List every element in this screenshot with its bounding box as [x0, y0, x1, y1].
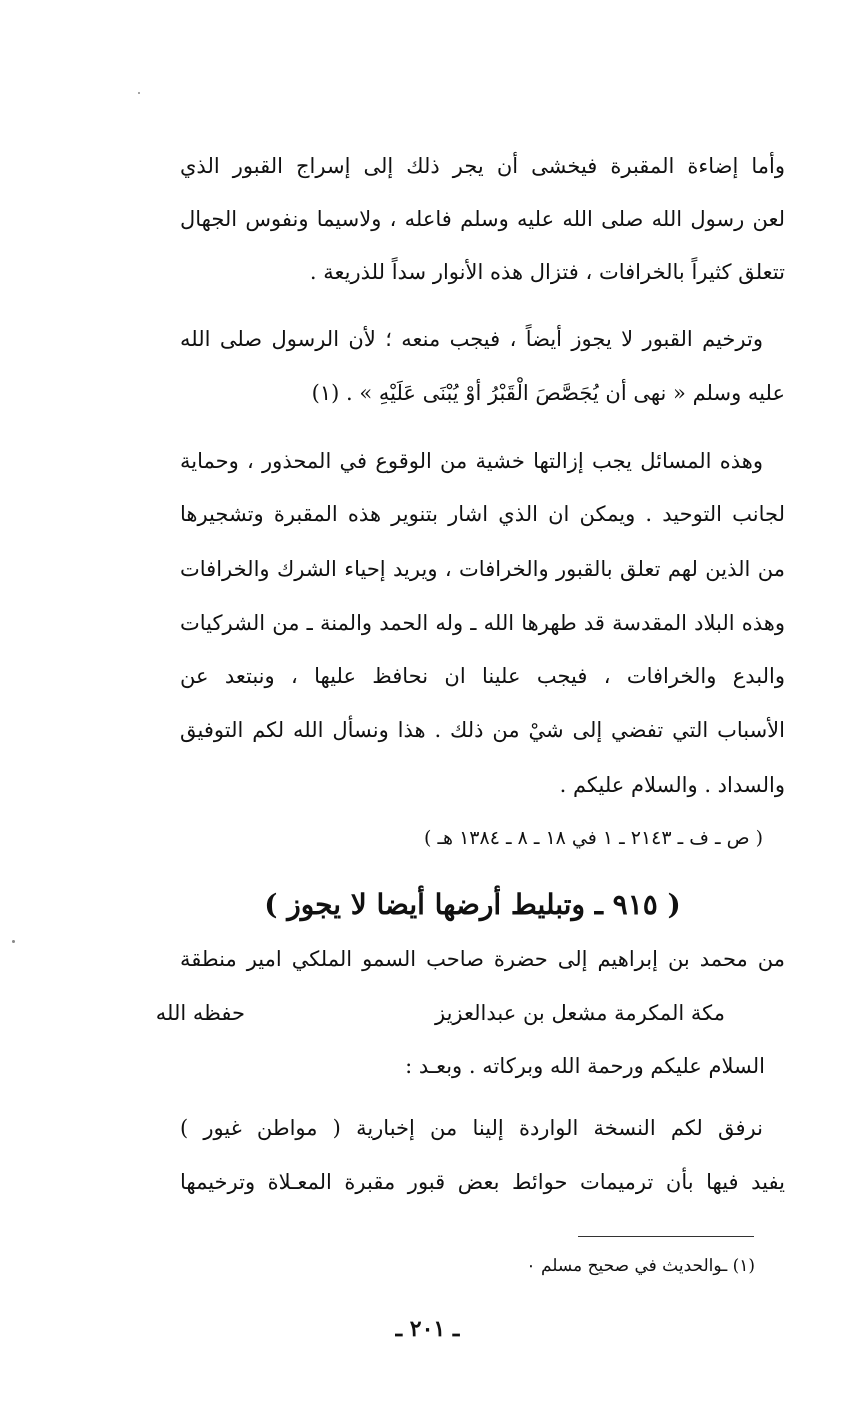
body-line-9: وهذه البلاد المقدسة قد طهرها الله ـ وله الحمد والمنة ـ من الشركيات	[180, 611, 785, 635]
footnote: (١) ـوالحديث في صحيح مسلم ٠	[526, 1256, 755, 1276]
body-line-4: وترخيم القبور لا يجوز أيضاً ، فيجب منعه ؛ لأن الرسول صلى الله	[180, 327, 763, 351]
body-line-6: وهذه المسائل يجب إزالتها خشية من الوقوع في المحذور ، وحماية	[180, 449, 763, 473]
letter-line-2: مكة المكرمة مشعل بن عبدالعزيز	[435, 1001, 725, 1025]
body-line-11: الأسباب التي تفضي إلى شيْ من ذلك . هذا ونسأل الله لكم التوفيق	[180, 718, 785, 742]
body-line-8: من الذين لهم تعلق بالقبور والخرافات ، ويريد إحياء الشرك والخرافات	[180, 557, 785, 581]
letter-line-4: نرفق لكم النسخة الواردة إلينا من إخبارية ( مواطن غيور )	[180, 1116, 763, 1140]
body-line-2: لعن رسول الله صلى الله عليه وسلم فاعله ، ولاسيما ونفوس الجهال	[180, 207, 785, 231]
letter-line-2-right: حفظه الله	[155, 1001, 245, 1025]
body-line-7: لجانب التوحيد . ويمكن ان الذي اشار بتنوير هذه المقبرة وتشجيرها	[180, 502, 785, 526]
reference-line: ( ص ـ ف ـ ٢١٤٣ ـ ١ في ١٨ ـ ٨ ـ ١٣٨٤ هـ )	[424, 827, 763, 849]
body-line-5: عليه وسلم « نهى أن يُجَصَّصَ الْقَبْرُ أوْ يُبْنَى عَلَيْهِ » . (١)	[311, 381, 785, 405]
footnote-divider	[578, 1236, 754, 1237]
body-line-1: وأما إضاءة المقبرة فيخشى أن يجر ذلك إلى إسراج القبور الذي	[180, 154, 785, 178]
section-heading: ( ٩١٥ ـ وتبليط أرضها أيضا لا يجوز )	[264, 888, 681, 921]
letter-line-3: السلام عليكم ورحمة الله وبركاته . وبعـد :	[405, 1054, 765, 1078]
scan-speck	[12, 940, 15, 943]
body-line-10: والبدع والخرافات ، فيجب علينا ان نحافظ عليها ، ونبتعد عن	[180, 664, 785, 688]
letter-line-5: يفيد فيها بأن ترميمات حوائط بعض قبور مقبرة المعـلاة وترخيمها	[180, 1170, 785, 1194]
body-line-3: تتعلق كثيراً بالخرافات ، فتزال هذه الأنوار سداً للذريعة .	[309, 260, 785, 284]
letter-line-1: من محمد بن إبراهيم إلى حضرة صاحب السمو الملكي امير منطقة	[180, 947, 785, 971]
page-number: ـ ٢٠١ ـ	[395, 1316, 460, 1342]
scan-speck	[138, 92, 140, 94]
body-line-12: والسداد . والسلام عليكم .	[559, 773, 785, 797]
